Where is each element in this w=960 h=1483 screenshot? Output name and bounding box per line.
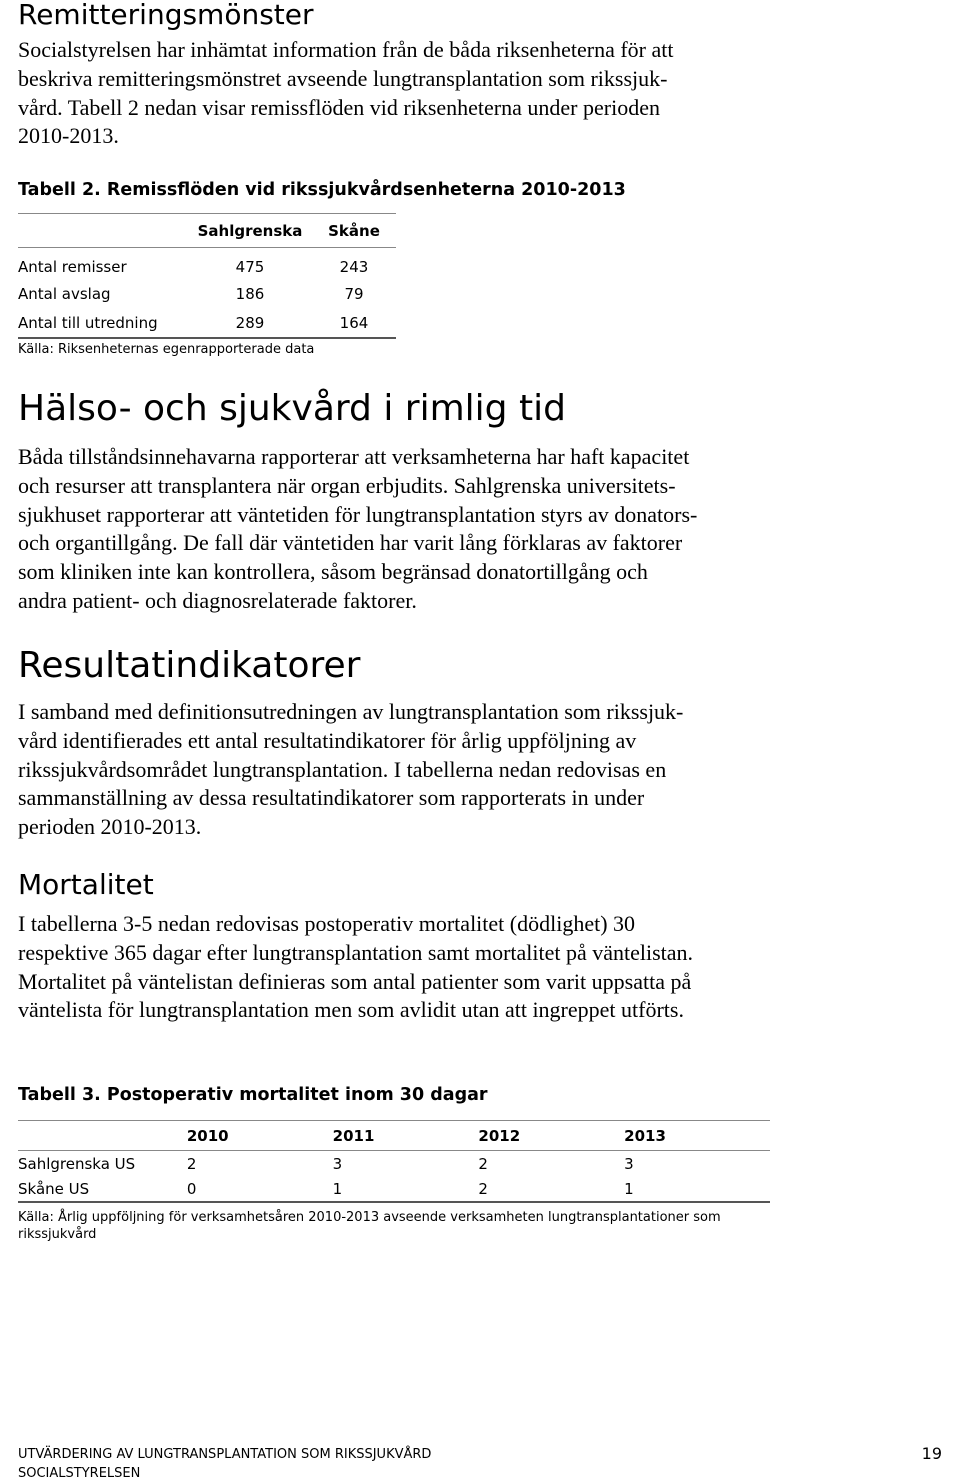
table3-caption: Tabell 3. Postoperativ mortalitet inom 30 dagar: [18, 1085, 488, 1105]
paragraph-rimlig-tid: [18, 443, 758, 616]
table-cell: 2: [186, 1154, 197, 1173]
text-line: som kliniken inte kan kontrollera, såsom begränsad donatortillgång och: [18, 559, 648, 585]
text-line: och resurser att transplantera när organ erbjudits. Sahlgrenska universitets-: [18, 472, 676, 498]
text-line: och organtillgång. De fall där väntetiden har varit lång förklaras av faktorer: [18, 530, 683, 556]
text-line: perioden 2010-2013.: [18, 814, 202, 840]
paragraph-remitteringsmonster: [18, 36, 758, 151]
table-cell: 2: [478, 1179, 488, 1198]
section-heading-resultatindikatorer: Resultatindikatorer: [18, 645, 361, 686]
text-line: beskriva remitteringsmönstret avseende lungtransplantation som rikssjuk-: [18, 65, 668, 91]
table2-caption: Tabell 2. Remissflöden vid rikssjukvårdsenheterna 2010-2013: [18, 180, 626, 200]
table-cell: 243: [339, 257, 369, 276]
table-row: [18, 1151, 770, 1177]
text-line: väntelista för lungtransplantation men som avlidit utan att ingreppet utförts.: [18, 997, 684, 1023]
table3-source-line: rikssjukvård: [18, 1227, 97, 1242]
table-header-cell: 2011: [332, 1126, 375, 1145]
table-row: [18, 1176, 770, 1202]
table-cell: 1: [624, 1179, 634, 1198]
table-cell: 186: [235, 284, 265, 303]
table-cell: Sahlgrenska US: [18, 1154, 136, 1173]
table-header-cell: 2010: [186, 1126, 229, 1145]
section-heading-rimlig-tid: Hälso- och sjukvård i rimlig tid: [18, 388, 566, 429]
text-line: vård. Tabell 2 nedan visar remissflöden vid riksenheterna under perioden: [18, 94, 660, 120]
table-header-cell: Sahlgrenska: [197, 221, 303, 240]
table3-source-line: Källa: Årlig uppföljning för verksamhetsåren 2010-2013 avseende verksamheten lungtransplantationer som: [18, 1210, 721, 1225]
table2-source: Källa: Riksenheternas egenrapporterade data: [18, 342, 315, 357]
table-row: [18, 248, 396, 280]
text-line: respektive 365 dagar efter lungtransplantation samt mortalitet på väntelistan.: [18, 939, 694, 965]
section-heading-remitteringsmonster: Remitteringsmönster: [18, 0, 314, 31]
table-cell: Skåne US: [18, 1179, 90, 1198]
table-cell: Antal till utredning: [18, 313, 158, 332]
text-line: rikssjukvårdsområdet lungtransplantation. I tabellerna nedan redovisas en: [18, 756, 667, 782]
table-header-cell: [18, 214, 188, 248]
table-cell: Antal remisser: [18, 257, 127, 276]
table2: [18, 213, 396, 339]
text-line: 2010-2013.: [18, 123, 119, 149]
table-row: [18, 308, 396, 338]
table-row: [18, 279, 396, 308]
text-line: vård identifierades ett antal resultatindikatorer för årlig uppföljning av: [18, 727, 637, 753]
paragraph-mortalitet: [18, 910, 758, 1025]
table-header-cell: 2013: [624, 1126, 666, 1145]
table-header-cell: Skåne: [328, 221, 380, 240]
footer-title: UTVÄRDERING AV LUNGTRANSPLANTATION SOM RIKSSJUKVÅRD: [18, 1447, 432, 1462]
table-header-cell: [18, 1121, 187, 1151]
page-number: 19: [921, 1444, 942, 1463]
text-line: I tabellerna 3-5 nedan redovisas postoperativ mortalitet (dödlighet) 30: [18, 911, 636, 936]
text-line: Båda tillståndsinnehavarna rapporterar att verksamheterna har haft kapacitet: [18, 444, 690, 469]
table-header-row: [18, 1121, 770, 1151]
text-line: I samband med definitionsutredningen av lungtransplantation som rikssjuk-: [18, 699, 684, 724]
table-cell: 289: [235, 313, 265, 332]
table-cell: Antal avslag: [18, 284, 111, 303]
table-cell: 0: [186, 1179, 197, 1198]
text-line: Socialstyrelsen har inhämtat information från de båda riksenheterna för att: [18, 37, 674, 62]
text-line: andra patient- och diagnosrelaterade faktorer.: [18, 587, 417, 613]
text-line: sjukhuset rapporterar att väntetiden för lungtransplantation styrs av donators-: [18, 501, 698, 527]
table-cell: 1: [332, 1179, 343, 1198]
table-header-cell: 2012: [478, 1126, 521, 1145]
table-header-row: [18, 214, 396, 248]
text-line: Mortalitet på väntelistan definieras som antal patienter som varit uppsatta på: [18, 968, 692, 994]
table-cell: 79: [344, 284, 364, 303]
paragraph-resultatindikatorer: [18, 698, 758, 842]
table-cell: 3: [332, 1154, 343, 1173]
table-cell: 164: [339, 313, 369, 332]
table-cell: 475: [235, 257, 265, 276]
table-cell: 2: [478, 1154, 488, 1173]
table-cell: 3: [624, 1154, 634, 1173]
footer-publisher: SOCIALSTYRELSEN: [18, 1466, 141, 1481]
text-line: sammanställning av dessa resultatindikatorer som rapporterats in under: [18, 785, 645, 811]
table3: [18, 1120, 770, 1203]
section-heading-mortalitet: Mortalitet: [18, 868, 154, 901]
